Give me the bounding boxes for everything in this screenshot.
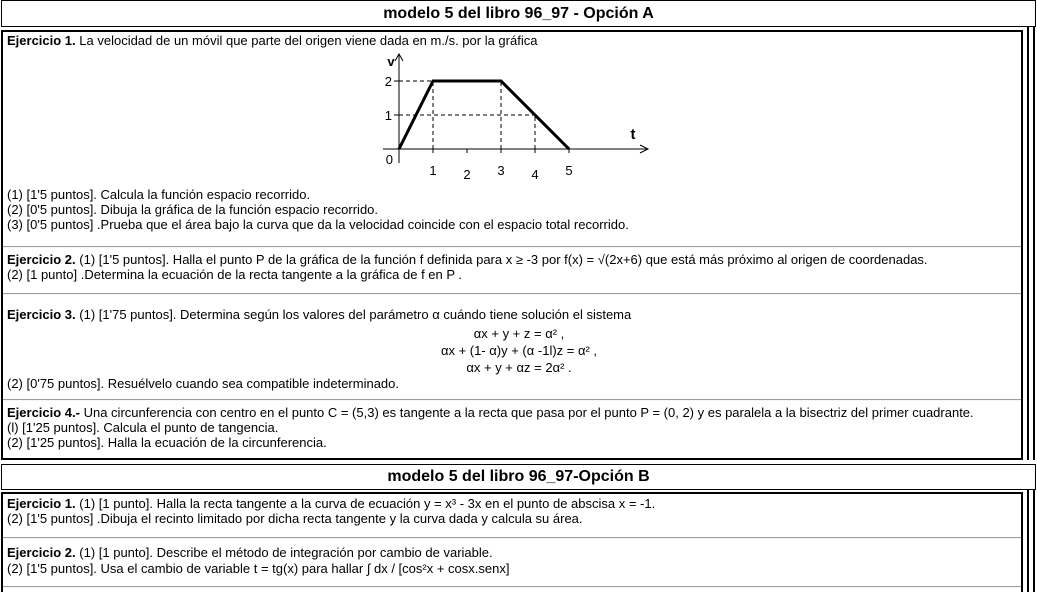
exercise-line: (2) [1 punto] .Determina la ecuación de la recta tangente a la gráfica de f en P . [7, 267, 463, 282]
svg-text:3: 3 [497, 163, 505, 178]
exercise-intro-line: Ejercicio 2. (1) [1 punto]. Describe el método de integración por cambio de variable. [7, 545, 493, 560]
section-b-content [1, 492, 1023, 592]
svg-text:1: 1 [384, 108, 392, 123]
exercise-line: (2) [0'75 puntos]. Resuélvelo cuando sea compatible indeterminado. [7, 376, 399, 391]
section-a-row [1, 27, 1037, 460]
exercise-intro-line: Ejercicio 1. (1) [1 punto]. Halla la recta tangente a la curva de ecuación y = x³ - 3x en el punto de abscisa x = -1. [7, 496, 656, 511]
exercise-line: (2) [1'5 puntos] .Dibuja el recinto limitado por dicha recta tangente y la curva dada y calcula su área. [7, 511, 583, 526]
exercise [3, 295, 1021, 399]
svg-text:0: 0 [385, 152, 393, 167]
section-b-header [1, 464, 1036, 490]
section-a-title: modelo 5 del libro 96_97 - Opción A [383, 4, 654, 22]
equation-line: αx + (1- α)y + (α -1l)z = α² , [440, 343, 598, 358]
section-b-row [1, 490, 1037, 592]
exercise-line: (l) [1'25 puntos]. Calcula el punto de tangencia. [7, 420, 279, 435]
exercise-line: (2) [0'5 puntos]. Dibuja la gráfica de la función espacio recorrido. [7, 202, 379, 217]
svg-text:2: 2 [384, 74, 392, 89]
exercise-line: (2) [1'25 puntos]. Halla la ecuación de la circunferencia. [7, 435, 327, 450]
section-a-header [1, 0, 1036, 27]
exercise [3, 32, 1021, 246]
svg-text:v: v [387, 54, 395, 69]
exercise-label: Ejercicio 1. [7, 33, 76, 48]
exercise-intro-line: Ejercicio 1. La velocidad de un móvil que parte del origen viene dada en m./s. por la gráfica [7, 33, 538, 48]
exercise-label: Ejercicio 2. [7, 545, 76, 560]
dashed-guides [399, 81, 535, 149]
exercise-intro-line: Ejercicio 2. (1) [1'5 puntos]. Halla el punto P de la gráfica de la función f definida para x ≥ -3 por f(x) = √(2x+6) que está más próximo al origen de coordenadas. [7, 252, 928, 267]
equation-line: αx + y + αz = 2α² . [466, 360, 572, 375]
svg-text:4: 4 [531, 167, 539, 182]
exercise-label: Ejercicio 3. [7, 307, 76, 322]
svg-text:5: 5 [565, 163, 573, 178]
svg-text:1: 1 [429, 163, 437, 178]
exercise [3, 401, 1021, 458]
equation-line: αx + y + z = α² , [473, 326, 565, 341]
exercise [3, 248, 1021, 293]
exercise-divider [3, 586, 1021, 588]
exercise-line: (1) [1'5 puntos]. Calcula la función espacio recorrido. [7, 187, 311, 202]
exercise-line: (2) [1'5 puntos]. Usa el cambio de variable t = tg(x) para hallar ∫ dx / [cos²x + cosx.senx] [7, 561, 510, 576]
outer-frame-right [1027, 27, 1035, 460]
svg-text:t: t [630, 126, 636, 143]
outer-frame-right [1027, 490, 1035, 592]
axis-ticks [394, 81, 569, 153]
exercise [3, 539, 1021, 586]
equation-system [7, 325, 1015, 376]
section-a-content [1, 30, 1023, 460]
exercise [3, 494, 1021, 537]
exercise-label: Ejercicio 1. [7, 496, 76, 511]
exercise-intro-line: Ejercicio 4.- Una circunferencia con centro en el punto C = (5,3) es tangente a la recta que pasa por el punto P = (0, 2) y es paralela a la bisectriz del primer cuadrante. [7, 405, 974, 420]
exercise-intro-line: Ejercicio 3. (1) [1'75 puntos]. Determina según los valores del parámetro α cuándo tiene solución el sistema [7, 307, 632, 322]
exercise-line: (3) [0'5 puntos] .Prueba que el área bajo la curva que da la velocidad coincide con el espacio total recorrido. [7, 217, 629, 232]
axis-labels [385, 54, 636, 182]
exercise-label: Ejercicio 4.- [7, 405, 80, 420]
velocity-time-graph [383, 51, 655, 185]
exercise-label: Ejercicio 2. [7, 252, 76, 267]
section-b-title: modelo 5 del libro 96_97-Opción B [387, 468, 650, 485]
svg-text:2: 2 [463, 167, 471, 182]
